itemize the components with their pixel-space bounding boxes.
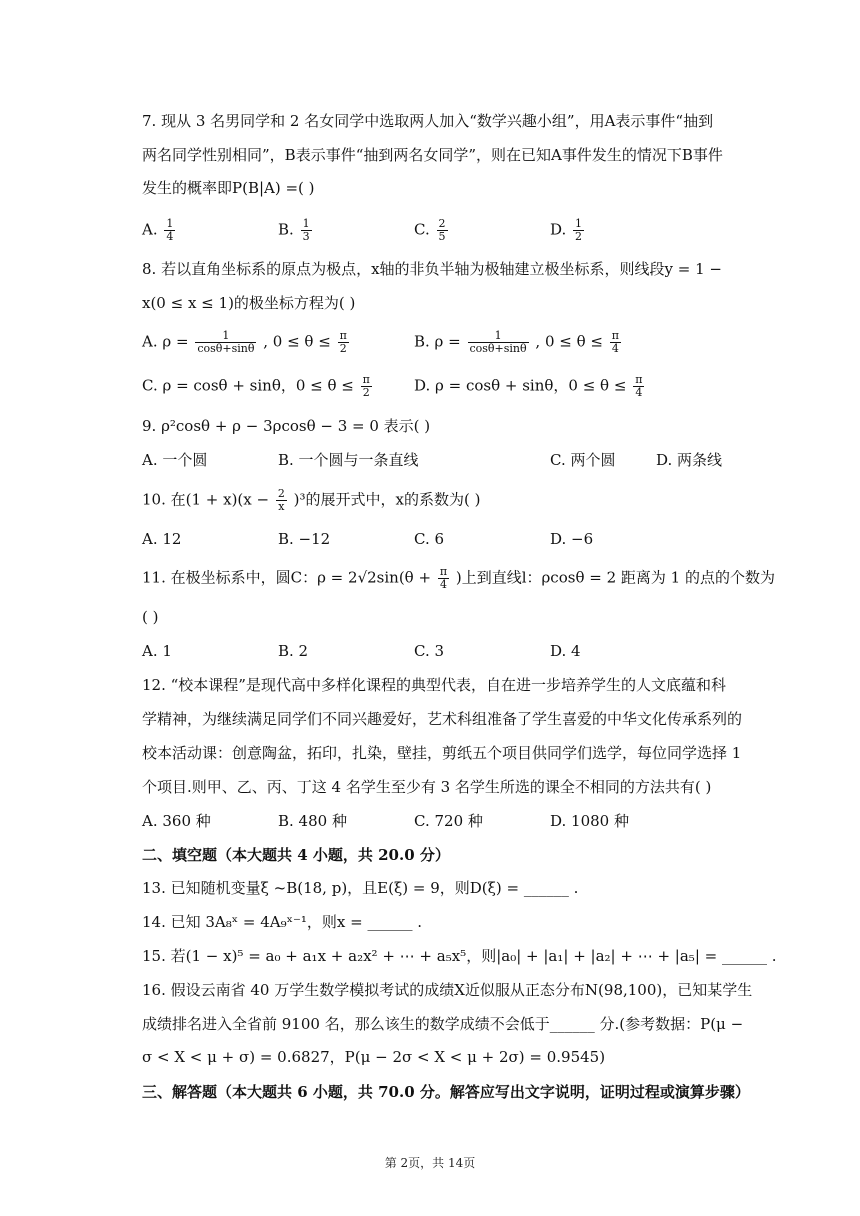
q12-option-d: D. 1080 种: [550, 812, 629, 830]
q16-line-1: 16. 假设云南省 40 万学生数学模拟考试的成绩X近似服从正态分布N(98,100)，已知某学生: [142, 981, 753, 999]
q12-option-a: A. 360 种: [142, 812, 211, 830]
q10-option-d: D. −6: [550, 530, 594, 548]
q8-option-c: C. ρ = cosθ + sinθ，0 ≤ θ ≤ $\frac{\pi}{2}$: [142, 373, 370, 399]
q16-line-2: 成绩排名进入全省前 9100 名，那么该生的数学成绩不会低于______ 分.(参考数据：P(μ −: [142, 1015, 744, 1033]
q9-option-b: B. 一个圆与一条直线: [278, 451, 419, 469]
q12-option-c: C. 720 种: [414, 812, 483, 830]
section-fill-in-heading: 二、填空题（本大题共 4 小题，共 20.0 分）: [142, 846, 450, 864]
q15-line: 15. 若(1 − x)⁵ = a₀ + a₁x + a₂x² + ⋯ + a₅x⁵，则|a₀| + |a₁| + |a₂| + ⋯ + |a₅| = ______ .: [142, 947, 777, 965]
page-footer: 第 2页，共 14页: [384, 1156, 476, 1170]
q8-line-1: 8. 若以直角坐标系的原点为极点，x轴的非负半轴为极轴建立极坐标系，则线段y = 1 −: [142, 260, 723, 278]
section-answer-heading: 三、解答题（本大题共 6 小题，共 70.0 分。解答应写出文字说明，证明过程或演算步骤）: [142, 1083, 750, 1101]
q12-line-4: 个项目.则甲、乙、丙、丁这 4 名学生至少有 3 名学生所选的课全不相同的方法共有( ): [142, 778, 712, 796]
q11-option-b: B. 2: [278, 642, 309, 660]
q13-line: 13. 已知随机变量ξ ~B(18, p)，且E(ξ) = 9，则D(ξ) = ______ .: [142, 879, 579, 897]
q11-option-c: C. 3: [414, 642, 445, 660]
q11-option-d: D. 4: [550, 642, 581, 660]
q8-option-b: B. ρ = $\frac{1}{\cos\theta+\sin\theta}$ , 0 ≤ θ ≤ $\frac{\pi}{4}$: [414, 329, 619, 355]
q9-line-1: 9. ρ²cosθ + ρ − 3ρcosθ − 3 = 0 表示( ): [142, 417, 431, 435]
q11-line-2: ( ): [142, 608, 159, 626]
q7-option-a: A. $\frac{1}{4}$: [142, 217, 174, 243]
q7-line-2: 两名同学性别相同”，B表示事件“抽到两名女同学”，则在已知A事件发生的情况下B事件: [142, 146, 723, 164]
q12-line-2: 学精神，为继续满足同学们不同兴趣爱好，艺术科组准备了学生喜爱的中华文化传承系列的: [142, 710, 743, 728]
q7-option-d: D. $\frac{1}{2}$: [550, 217, 583, 243]
q7-option-b: B. $\frac{1}{3}$: [278, 217, 310, 243]
q8-option-d: D. ρ = cosθ + sinθ，0 ≤ θ ≤ $\frac{\pi}{4}$: [414, 373, 643, 399]
q16-line-3: σ < X < μ + σ) = 0.6827，P(μ − 2σ < X < μ + 2σ) = 0.9545): [142, 1048, 606, 1066]
q7-line-1: 7. 现从 3 名男同学和 2 名女同学中选取两人加入“数学兴趣小组”，用A表示事件“抽到: [142, 112, 714, 130]
q12-line-1: 12. “校本课程”是现代高中多样化课程的典型代表，自在进一步培养学生的人文底蕴和科: [142, 676, 726, 694]
q10-option-c: C. 6: [414, 530, 445, 548]
q9-option-d: D. 两条线: [656, 451, 723, 469]
q12-option-b: B. 480 种: [278, 812, 347, 830]
q9-option-a: A. 一个圆: [142, 451, 208, 469]
q7-line-3: 发生的概率即P(B|A) =( ): [142, 179, 315, 197]
q7-option-c: C. $\frac{2}{5}$: [414, 217, 446, 243]
q10-option-a: A. 12: [142, 530, 182, 548]
q10-line-1: 10. 在(1 + x)(x − $\frac{2}{x}$ )³的展开式中，x的系数为( ): [142, 487, 481, 513]
q11-line-1: 11. 在极坐标系中，圆C：ρ = 2√2sin(θ + $\frac{\pi}{4}$ )上到直线l：ρcosθ = 2 距离为 1 的点的个数为: [142, 565, 775, 591]
q12-line-3: 校本活动课：创意陶盆，拓印，扎染，壁挂，剪纸五个项目供同学们选学，每位同学选择 1: [142, 744, 742, 762]
q11-option-a: A. 1: [142, 642, 172, 660]
q10-option-b: B. −12: [278, 530, 331, 548]
q8-line-2: x(0 ≤ x ≤ 1)的极坐标方程为( ): [142, 294, 356, 312]
q9-option-c: C. 两个圆: [550, 451, 616, 469]
q14-line: 14. 已知 3A₈ˣ = 4A₉ˣ⁻¹，则x = ______ .: [142, 913, 423, 931]
q8-option-a: A. ρ = $\frac{1}{\cos\theta+\sin\theta}$ , 0 ≤ θ ≤ $\frac{\pi}{2}$: [142, 329, 347, 355]
